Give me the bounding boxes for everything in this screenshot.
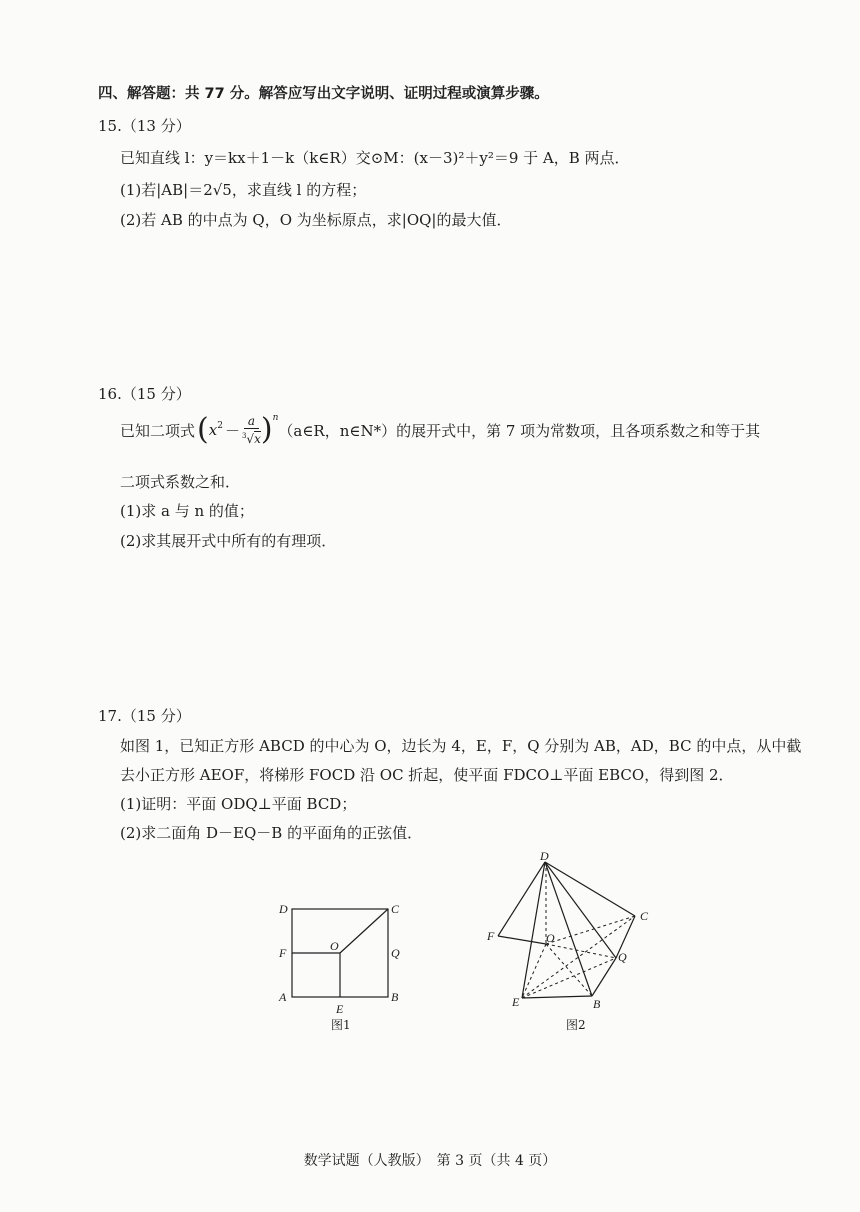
q16-root-index: 3 [241, 432, 247, 440]
fig2-edge-DQ [545, 862, 616, 958]
fig2-edge-EB [522, 996, 592, 998]
q15-part2: (2)若 AB 的中点为 Q，O 为坐标原点，求|OQ|的最大值． [120, 211, 512, 229]
fig1-label-F: F [279, 946, 287, 960]
fig2-edge-FO [498, 936, 546, 944]
q17-number: 17.（15 分） [98, 707, 191, 725]
fig2-dash-OQ [546, 944, 616, 958]
fig2-label-O: O [546, 931, 555, 945]
q16-expr-exponent: n [272, 413, 279, 423]
q16-stem-c: 二项式系数之和． [120, 473, 241, 491]
fig2-label-D: D [540, 849, 549, 863]
q16-expr-minus: － [224, 421, 240, 440]
q16-part1: (1)求 a 与 n 的值； [120, 502, 254, 520]
q16-fraction [242, 414, 261, 446]
q15-stem: 已知直线 l：y＝kx＋1－k（k∈R）交⊙M：(x－3)²＋y²＝9 于 A，B 两点． [120, 149, 630, 167]
fig2-dash-OC [546, 916, 635, 944]
fig2-edge-DC [545, 862, 635, 916]
fig2-dash-EQ [522, 958, 616, 998]
fig1-label-A: A [279, 990, 287, 1004]
q16-paren-open: ( [197, 412, 209, 447]
q17-part1: (1)证明：平面 ODQ⊥平面 BCD； [120, 795, 357, 813]
q17-stem-a: 如图 1，已知正方形 ABCD 的中心为 O，边长为 4，E，F，Q 分别为 AB，AD，BC 的中点，从中截 [120, 737, 802, 755]
fig2-edge-DE [522, 862, 545, 998]
fig1-label-Q: Q [391, 946, 400, 960]
q16-expr-square: 2 [217, 421, 223, 431]
q16-stem-a: 已知二项式 [120, 421, 196, 440]
fig1-label-E: E [336, 1002, 344, 1016]
section-title: 四、解答题：共 77 分。解答应写出文字说明、证明过程或演算步骤。 [98, 86, 549, 102]
fig2-edge-BQ [592, 958, 616, 996]
q15-part1: (1)若|AB|＝2√5，求直线 l 的方程； [120, 181, 367, 199]
fig2-edge-DF [498, 862, 545, 936]
fig2-label-F: F [487, 929, 495, 943]
q16-expr-x: x [208, 421, 218, 439]
q15-number: 15.（13 分） [98, 117, 191, 135]
q16-stem-line [120, 414, 760, 446]
fig2-label-B: B [593, 997, 601, 1011]
fig1-label-D: D [279, 902, 288, 916]
fig1-label-B: B [391, 990, 399, 1004]
q16-root-var: x [254, 432, 261, 446]
page-footer: 数学试题（人教版） 第 3 页（共 4 页） [303, 1153, 557, 1169]
q16-part2: (2)求其展开式中所有的有理项． [120, 532, 337, 550]
q16-paren-close: ) [260, 412, 273, 447]
q17-stem-b: 去小正方形 AEOF，将梯形 FOCD 沿 OC 折起，使平面 FDCO⊥平面 EBCO，得到图 2． [120, 766, 734, 784]
q17-part2: (2)求二面角 D－EQ－B 的平面角的正弦值． [120, 824, 423, 842]
q16-fraction-numerator: a [244, 414, 259, 429]
q16-fraction-denominator: $^3$√x [241, 432, 261, 446]
fig1-line-OC [340, 909, 388, 953]
figure-2 [480, 848, 670, 1018]
fig2-label-C: C [640, 909, 649, 923]
q16-stem-b: （a∈R，n∈N*）的展开式中，第 7 项为常数项，且各项系数之和等于其 [278, 421, 761, 440]
fig2-label-E: E [512, 995, 520, 1009]
q16-number: 16.（15 分） [98, 385, 191, 403]
fig1-label-C: C [391, 902, 400, 916]
figure-1-caption: 图1 [331, 1018, 351, 1032]
figure-2-caption: 图2 [566, 1018, 586, 1032]
fig2-label-Q: Q [618, 950, 627, 964]
fig1-label-O: O [330, 939, 339, 953]
